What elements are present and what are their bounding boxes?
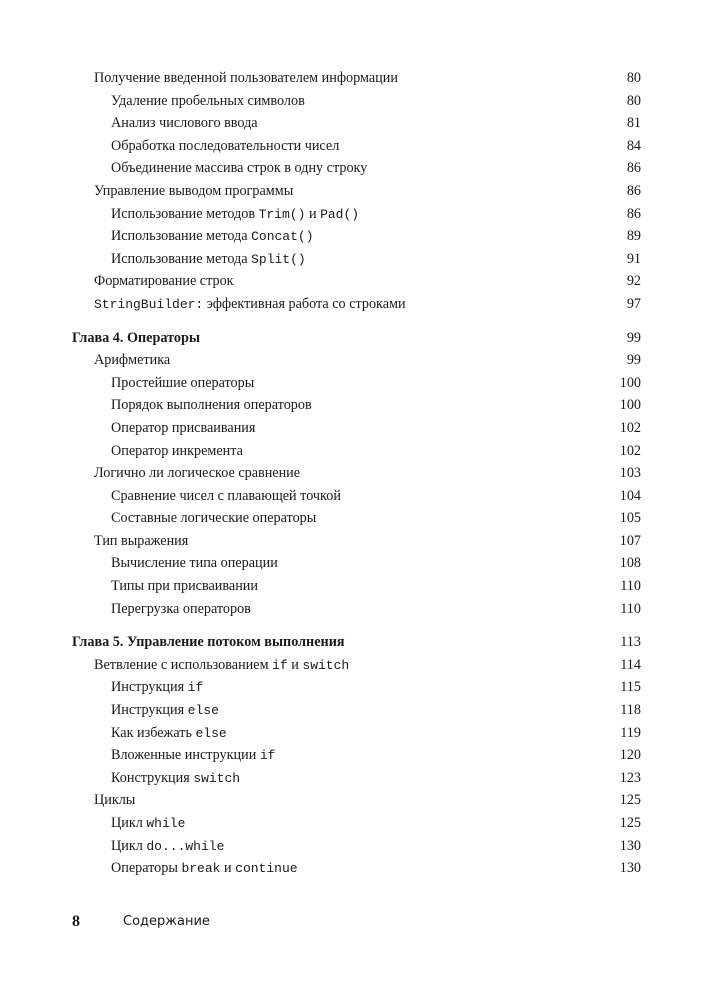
- toc-entry: [0, 270, 714, 293]
- table-of-contents: [0, 67, 714, 880]
- code-term: StringBuilder:: [94, 296, 204, 312]
- toc-page-number: 123: [619, 769, 641, 786]
- toc-page-number: 102: [619, 442, 641, 459]
- toc-entry-title: Составные логические операторы: [111, 510, 317, 527]
- toc-entry-title: Получение введенной пользователем информации: [94, 70, 398, 86]
- chapter-spacer: [0, 316, 714, 327]
- running-header: Содержание: [123, 914, 210, 929]
- toc-entry-title: Оператор инкремента: [111, 442, 243, 459]
- toc-entry-title: Использование метода Concat(): [111, 228, 314, 245]
- toc-entry-title: Тип выражения: [94, 532, 189, 549]
- toc-chapter-entry: [0, 631, 714, 654]
- code-term: break: [181, 861, 221, 877]
- toc-entry-title: Как избежать else: [111, 724, 227, 741]
- toc-page-number: 80: [626, 70, 641, 86]
- toc-entry: [0, 552, 714, 575]
- code-term: Split(): [251, 251, 306, 267]
- toc-page-number: 130: [619, 837, 641, 854]
- toc-entry-title: Вычисление типа операции: [111, 555, 278, 572]
- toc-entry-title: Операторы break и continue: [111, 860, 298, 877]
- toc-page-number: 89: [626, 228, 641, 245]
- code-term: Concat(): [251, 229, 314, 245]
- toc-entry-title: Объединение массива строк в одну строку: [111, 160, 368, 177]
- code-term: if: [187, 680, 204, 696]
- toc-entry: [0, 575, 714, 598]
- toc-entry: [0, 67, 714, 90]
- toc-entry-title: Обработка последовательности чисел: [111, 137, 340, 154]
- toc-page-number: 102: [619, 419, 641, 436]
- toc-entry: [0, 417, 714, 440]
- toc-page-number: 130: [619, 860, 641, 877]
- toc-entry-title: Логично ли логическое сравнение: [94, 465, 301, 482]
- toc-entry-title: Цикл while: [111, 815, 186, 831]
- toc-entry: [0, 462, 714, 485]
- code-term: Pad(): [320, 206, 360, 222]
- toc-entry: [0, 440, 714, 463]
- toc-page-number: 91: [626, 250, 641, 267]
- toc-entry: [0, 112, 714, 135]
- toc-entry-title: Цикл do...while: [111, 837, 225, 854]
- code-term: switch: [302, 657, 350, 673]
- toc-entry-title: Порядок выполнения операторов: [111, 397, 312, 414]
- toc-page-number: 97: [626, 295, 641, 312]
- toc-entry: [0, 744, 714, 767]
- toc-page-number: 104: [619, 487, 641, 504]
- toc-page-number: 115: [620, 679, 641, 696]
- toc-page-number: 125: [619, 792, 641, 809]
- toc-page-number: 119: [620, 724, 641, 741]
- toc-page-number: 107: [619, 532, 641, 549]
- toc-entry: [0, 248, 714, 271]
- toc-entry: [0, 90, 714, 113]
- toc-entry-title: Простейшие операторы: [111, 374, 255, 391]
- toc-page-number: 105: [619, 510, 641, 527]
- toc-entry: [0, 293, 714, 316]
- toc-page-number: 99: [626, 352, 641, 369]
- toc-entry: [0, 225, 714, 248]
- toc-entry: [0, 349, 714, 372]
- code-term: do...while: [146, 838, 225, 854]
- toc-page-number: 113: [620, 634, 641, 651]
- toc-entry: [0, 654, 714, 677]
- toc-entry-title: Циклы: [94, 792, 136, 809]
- toc-entry-title: Оператор присваивания: [111, 419, 256, 436]
- page-footer: [72, 911, 210, 933]
- toc-page-number: 80: [626, 92, 641, 109]
- toc-entry: [0, 180, 714, 203]
- toc-entry-title: Инструкция if: [111, 679, 204, 696]
- toc-entry-title: Конструкция switch: [111, 769, 241, 786]
- toc-entry: [0, 835, 714, 858]
- code-term: continue: [235, 861, 298, 877]
- chapter-spacer: [0, 620, 714, 631]
- toc-page-number: 100: [619, 397, 641, 414]
- toc-entry: [0, 485, 714, 508]
- code-term: else: [187, 703, 219, 719]
- toc-page-number: 120: [619, 747, 641, 764]
- toc-page-number: 118: [620, 702, 641, 719]
- toc-page-number: 99: [626, 329, 641, 346]
- toc-entry: [0, 372, 714, 395]
- toc-entry: [0, 598, 714, 621]
- toc-entry-title: Глава 5. Управление потоком выполнения: [72, 634, 345, 651]
- code-term: if: [272, 657, 288, 673]
- toc-entry: [0, 857, 714, 880]
- toc-entry: [0, 722, 714, 745]
- toc-entry-title: Инструкция else: [111, 702, 219, 719]
- toc-entry: [0, 157, 714, 180]
- toc-entry: [0, 699, 714, 722]
- toc-entry: [0, 812, 714, 835]
- toc-page-number: 108: [619, 555, 641, 572]
- toc-page-number: 84: [626, 137, 641, 154]
- toc-entry: [0, 767, 714, 790]
- code-term: switch: [193, 770, 241, 786]
- toc-page-number: 100: [619, 374, 641, 391]
- code-term: else: [195, 725, 227, 741]
- toc-entry-title: StringBuilder: эффективная работа со строками: [94, 295, 406, 312]
- toc-page-number: 81: [626, 115, 641, 132]
- toc-entry: [0, 507, 714, 530]
- toc-entry: [0, 394, 714, 417]
- toc-page-number: 86: [626, 205, 641, 222]
- toc-entry-title: Использование метода Split(): [111, 250, 306, 267]
- toc-entry: [0, 203, 714, 226]
- toc-page-number: 110: [620, 600, 641, 617]
- toc-page-number: 103: [619, 465, 641, 482]
- toc-page-number: 86: [626, 160, 641, 177]
- toc-entry: [0, 530, 714, 553]
- toc-entry-title: Сравнение чисел с плавающей точкой: [111, 487, 341, 504]
- toc-entry-title: Ветвление с использованием if и switch: [94, 656, 350, 673]
- code-term: Trim(): [258, 206, 306, 222]
- toc-entry-title: Использование методов Trim() и Pad(): [111, 205, 360, 222]
- toc-page-number: 125: [619, 815, 641, 831]
- toc-entry-title: Вложенные инструкции if: [111, 747, 276, 764]
- toc-page-number: 110: [620, 578, 641, 595]
- toc-entry-title: Управление выводом программы: [94, 182, 294, 199]
- code-term: while: [146, 816, 186, 831]
- toc-page-number: 86: [626, 182, 641, 199]
- toc-entry: [0, 789, 714, 812]
- toc-entry: [0, 135, 714, 158]
- toc-entry: [0, 676, 714, 699]
- toc-entry-title: Арифметика: [94, 352, 171, 369]
- toc-chapter-entry: [0, 327, 714, 350]
- toc-entry-title: Удаление пробельных символов: [111, 92, 305, 109]
- toc-entry-title: Типы при присваивании: [111, 578, 258, 595]
- toc-page-number: 92: [626, 273, 641, 290]
- code-term: if: [259, 748, 276, 764]
- toc-entry-title: Анализ числового ввода: [111, 115, 258, 132]
- toc-entry-title: Перегрузка операторов: [111, 600, 251, 617]
- page-number: 8: [72, 913, 80, 930]
- toc-entry-title: Глава 4. Операторы: [72, 329, 200, 346]
- toc-page-number: 114: [620, 656, 641, 673]
- toc-entry-title: Форматирование строк: [94, 273, 234, 290]
